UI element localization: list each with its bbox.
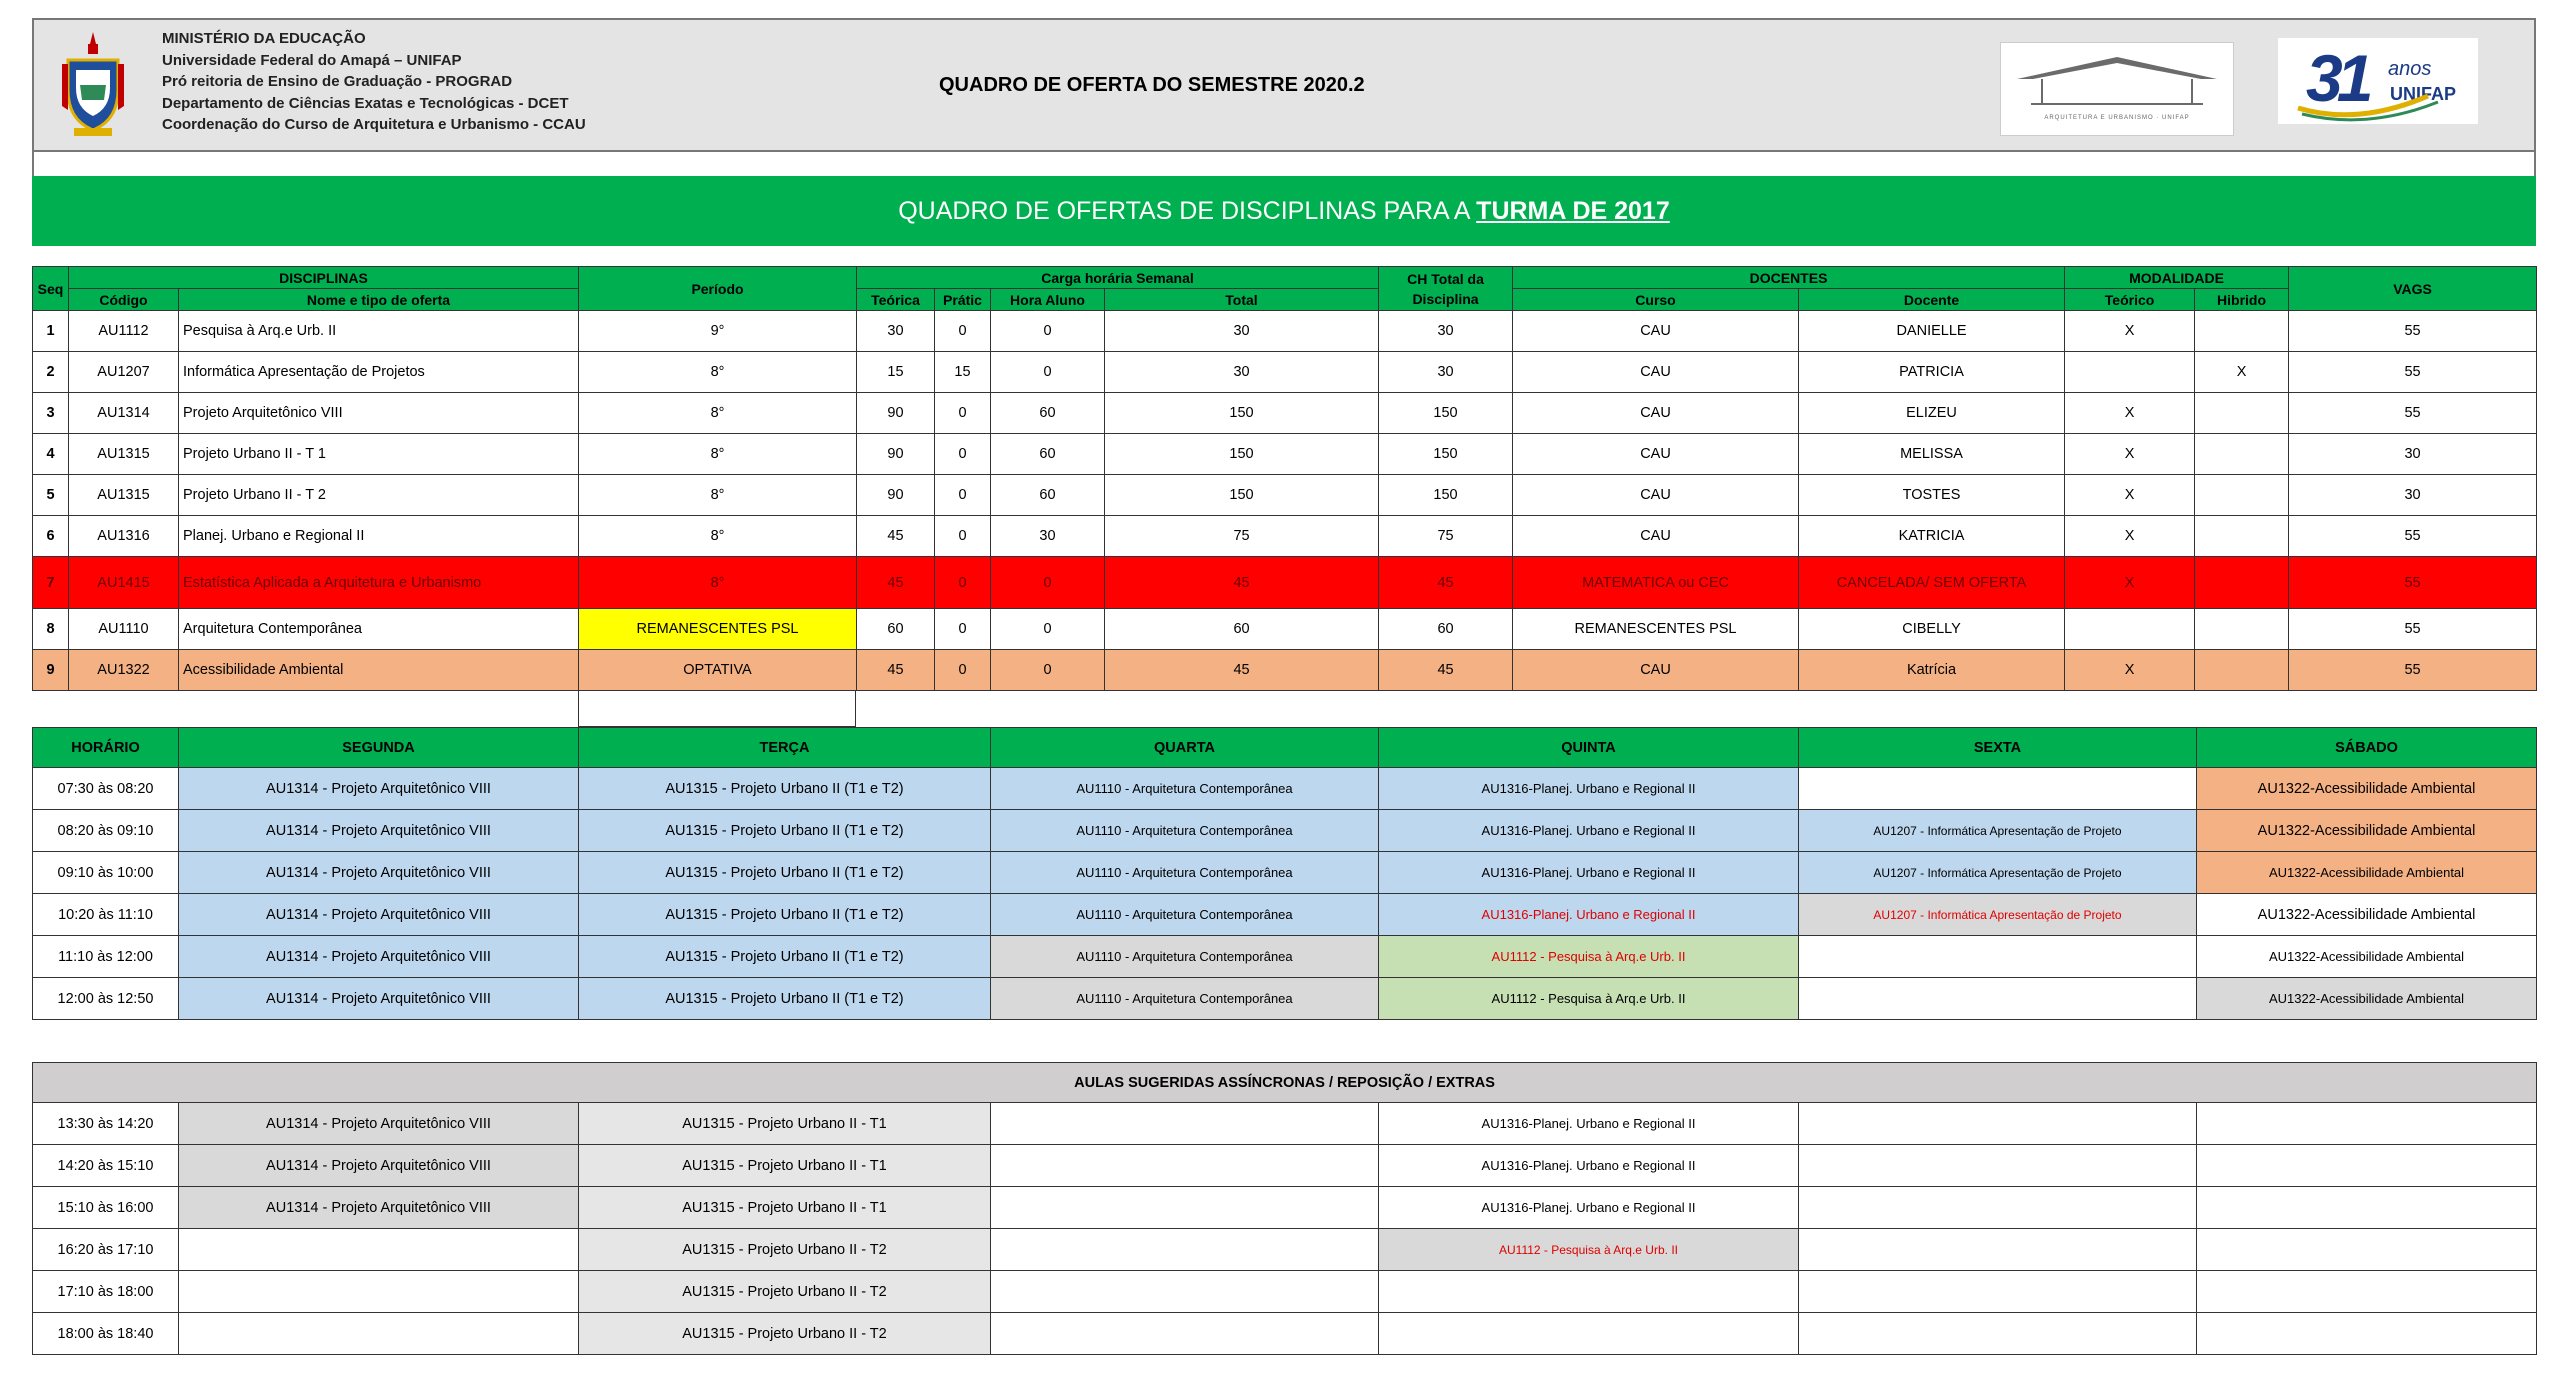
offer-cell-ch: 75: [1379, 516, 1513, 557]
offer-cell-doc: KATRICIA: [1799, 516, 2065, 557]
offer-cell-teo: 45: [857, 650, 935, 691]
schedule-cell: AU1112 - Pesquisa à Arq.e Urb. II: [1379, 936, 1799, 978]
schedule-cell: AU1110 - Arquitetura Contemporânea: [991, 810, 1379, 852]
time-slot: 10:20 às 11:10: [33, 894, 179, 936]
async-cell: AU1315 - Projeto Urbano II - T1: [579, 1103, 991, 1145]
schedule-cell: AU1110 - Arquitetura Contemporânea: [991, 768, 1379, 810]
offer-cell-teo: 60: [857, 609, 935, 650]
offer-cell-mh: X: [2195, 352, 2289, 393]
offer-row: [33, 557, 2537, 609]
async-cell: [991, 1229, 1379, 1271]
offer-cell-ha: 0: [991, 352, 1105, 393]
schedule-cell: AU1322-Acessibilidade Ambiental: [2197, 936, 2537, 978]
offer-cell-mt: [2065, 609, 2195, 650]
async-cell: AU1315 - Projeto Urbano II - T2: [579, 1313, 991, 1355]
offer-cell-ha: 60: [991, 434, 1105, 475]
schedule-row: [33, 978, 2537, 1020]
offer-cell-curso: CAU: [1513, 393, 1799, 434]
offer-cell-doc: CANCELADA/ SEM OFERTA: [1799, 557, 2065, 609]
async-cell: [1379, 1313, 1799, 1355]
time-slot: 16:20 às 17:10: [33, 1229, 179, 1271]
banner-prefix: QUADRO DE OFERTAS DE DISCIPLINAS PARA A: [898, 197, 1477, 225]
schedule-header-6: SÁBADO: [2197, 728, 2537, 768]
schedule-cell: AU1315 - Projeto Urbano II (T1 e T2): [579, 810, 991, 852]
schedule-cell: AU1322-Acessibilidade Ambiental: [2197, 810, 2537, 852]
async-table: [32, 1062, 2537, 1355]
offer-cell-ha: 60: [991, 475, 1105, 516]
offer-cell-mt: X: [2065, 475, 2195, 516]
offer-cell-per: OPTATIVA: [579, 650, 857, 691]
schedule-cell: AU1315 - Projeto Urbano II (T1 e T2): [579, 852, 991, 894]
offer-cell-ch: 30: [1379, 352, 1513, 393]
offer-cell-teo: 30: [857, 311, 935, 352]
offer-cell-teo: 45: [857, 557, 935, 609]
async-cell: [1799, 1187, 2197, 1229]
offer-cell-pra: 0: [935, 516, 991, 557]
offer-cell-ch: 150: [1379, 434, 1513, 475]
offer-cell-pra: 0: [935, 650, 991, 691]
col-hora-aluno: Hora Aluno: [991, 289, 1105, 311]
architecture-logo-caption: ARQUITETURA E URBANISMO · UNIFAP: [2044, 115, 2190, 121]
schedule-row: [33, 768, 2537, 810]
time-slot: 12:00 às 12:50: [33, 978, 179, 1020]
offer-cell-ha: 0: [991, 311, 1105, 352]
offer-cell-ch: 150: [1379, 393, 1513, 434]
schedule-header-0: HORÁRIO: [33, 728, 179, 768]
schedule-cell: AU1314 - Projeto Arquitetônico VIII: [179, 768, 579, 810]
offer-cell-tot: 30: [1105, 352, 1379, 393]
async-cell: [1799, 1313, 2197, 1355]
async-cell: AU1316-Planej. Urbano e Regional II: [1379, 1103, 1799, 1145]
schedule-header-5: SEXTA: [1799, 728, 2197, 768]
offer-cell-vags: 55: [2289, 516, 2537, 557]
col-modalidade: MODALIDADE: [2065, 267, 2289, 289]
schedule-cell: AU1315 - Projeto Urbano II (T1 e T2): [579, 768, 991, 810]
schedule-cell: AU1314 - Projeto Arquitetônico VIII: [179, 936, 579, 978]
offer-cell-doc: ELIZEU: [1799, 393, 2065, 434]
schedule-cell: AU1207 - Informática Apresentação de Projeto: [1799, 810, 2197, 852]
offer-cell-nome: Projeto Urbano II - T 1: [179, 434, 579, 475]
offer-cell-tot: 75: [1105, 516, 1379, 557]
offer-cell-mh: [2195, 311, 2289, 352]
institution-line: Universidade Federal do Amapá – UNIFAP: [162, 51, 462, 69]
offer-cell-cod: AU1315: [69, 434, 179, 475]
async-cell: [991, 1145, 1379, 1187]
offer-cell-seq: 6: [33, 516, 69, 557]
async-cell: [2197, 1271, 2537, 1313]
async-cell: AU1316-Planej. Urbano e Regional II: [1379, 1187, 1799, 1229]
col-carga: Carga horária Semanal: [857, 267, 1379, 289]
col-curso: Curso: [1513, 289, 1799, 311]
offer-cell-pra: 0: [935, 609, 991, 650]
offer-cell-doc: CIBELLY: [1799, 609, 2065, 650]
time-slot: 18:00 às 18:40: [33, 1313, 179, 1355]
offer-cell-mt: X: [2065, 434, 2195, 475]
offer-cell-doc: Katrícia: [1799, 650, 2065, 691]
offer-cell-per: 8°: [579, 434, 857, 475]
unifap-crest-icon: [58, 30, 128, 142]
schedule-cell: AU1316-Planej. Urbano e Regional II: [1379, 768, 1799, 810]
banner-turma: TURMA DE 2017: [1476, 197, 1670, 225]
schedule-row: [33, 852, 2537, 894]
schedule-cell: AU1322-Acessibilidade Ambiental: [2197, 978, 2537, 1020]
async-cell: [991, 1187, 1379, 1229]
offer-cell-mt: X: [2065, 650, 2195, 691]
async-cell: AU1315 - Projeto Urbano II - T2: [579, 1271, 991, 1313]
offer-cell-teo: 90: [857, 434, 935, 475]
offer-cell-curso: MATEMATICA ou CEC: [1513, 557, 1799, 609]
col-total: Total: [1105, 289, 1379, 311]
offer-cell-teo: 90: [857, 475, 935, 516]
offer-cell-per: 8°: [579, 516, 857, 557]
schedule-cell: AU1112 - Pesquisa à Arq.e Urb. II: [1379, 978, 1799, 1020]
offer-cell-pra: 0: [935, 434, 991, 475]
col-docentes: DOCENTES: [1513, 267, 2065, 289]
offer-cell-nome: Arquitetura Contemporânea: [179, 609, 579, 650]
offer-cell-curso: CAU: [1513, 650, 1799, 691]
offer-cell-cod: AU1207: [69, 352, 179, 393]
async-cell: [991, 1103, 1379, 1145]
schedule-cell: AU1110 - Arquitetura Contemporânea: [991, 852, 1379, 894]
schedule-header-1: SEGUNDA: [179, 728, 579, 768]
logo-word: anos: [2388, 58, 2432, 80]
time-slot: 13:30 às 14:20: [33, 1103, 179, 1145]
schedule-cell: AU1316-Planej. Urbano e Regional II: [1379, 810, 1799, 852]
offer-cell-teo: 45: [857, 516, 935, 557]
schedule-cell: AU1314 - Projeto Arquitetônico VIII: [179, 852, 579, 894]
offer-cell-tot: 150: [1105, 434, 1379, 475]
offer-row: [33, 609, 2537, 650]
offer-cell-seq: 2: [33, 352, 69, 393]
col-pratic: Prátic: [935, 289, 991, 311]
schedule-cell: AU1315 - Projeto Urbano II (T1 e T2): [579, 894, 991, 936]
offer-cell-cod: AU1316: [69, 516, 179, 557]
offer-table: [32, 266, 2537, 691]
offer-cell-pra: 0: [935, 393, 991, 434]
col-seq: Seq: [33, 267, 69, 311]
offer-cell-mh: [2195, 557, 2289, 609]
schedule-cell: AU1110 - Arquitetura Contemporânea: [991, 894, 1379, 936]
schedule-header-2: TERÇA: [579, 728, 991, 768]
logo-org: UNIFAP: [2390, 84, 2457, 104]
offer-cell-mh: [2195, 393, 2289, 434]
offer-cell-seq: 5: [33, 475, 69, 516]
async-cell: [179, 1229, 579, 1271]
schedule-cell: AU1315 - Projeto Urbano II (T1 e T2): [579, 936, 991, 978]
offer-cell-ch: 60: [1379, 609, 1513, 650]
offer-cell-curso: CAU: [1513, 311, 1799, 352]
offer-row: [33, 352, 2537, 393]
col-teorica: Teórica: [857, 289, 935, 311]
schedule-cell: AU1110 - Arquitetura Contemporânea: [991, 978, 1379, 1020]
offer-cell-cod: AU1112: [69, 311, 179, 352]
async-cell: [2197, 1229, 2537, 1271]
col-ch-total: [1379, 267, 1513, 311]
schedule-cell: [1799, 936, 2197, 978]
async-row: [33, 1313, 2537, 1355]
schedule-cell: [1799, 768, 2197, 810]
offer-cell-doc: TOSTES: [1799, 475, 2065, 516]
async-cell: [2197, 1103, 2537, 1145]
col-teorico: Teórico: [2065, 289, 2195, 311]
institution-line: Coordenação do Curso de Arquitetura e Urbanismo - CCAU: [162, 116, 586, 133]
async-cell: [1799, 1271, 2197, 1313]
logo-number: 31: [2306, 41, 2368, 115]
schedule-cell: AU1322-Acessibilidade Ambiental: [2197, 768, 2537, 810]
time-slot: 15:10 às 16:00: [33, 1187, 179, 1229]
col-docente: Docente: [1799, 289, 2065, 311]
offer-row: [33, 393, 2537, 434]
offer-cell-per: 8°: [579, 352, 857, 393]
schedule-row: [33, 810, 2537, 852]
unifap-31-anos-logo: [2278, 38, 2478, 124]
offer-cell-ha: 0: [991, 557, 1105, 609]
offer-cell-tot: 45: [1105, 650, 1379, 691]
architecture-logo: [2000, 42, 2234, 136]
schedule-cell: AU1316-Planej. Urbano e Regional II: [1379, 894, 1799, 936]
offer-cell-doc: DANIELLE: [1799, 311, 2065, 352]
offer-cell-tot: 150: [1105, 475, 1379, 516]
async-cell: [179, 1271, 579, 1313]
offer-cell-per: 8°: [579, 475, 857, 516]
offer-cell-seq: 7: [33, 557, 69, 609]
async-cell: AU1112 - Pesquisa à Arq.e Urb. II: [1379, 1229, 1799, 1271]
offer-cell-teo: 90: [857, 393, 935, 434]
offer-cell-nome: Informática Apresentação de Projetos: [179, 352, 579, 393]
col-codigo: Código: [69, 289, 179, 311]
async-cell: [991, 1313, 1379, 1355]
offer-cell-curso: REMANESCENTES PSL: [1513, 609, 1799, 650]
async-row: [33, 1103, 2537, 1145]
offer-cell-vags: 55: [2289, 352, 2537, 393]
schedule-table: [32, 727, 2537, 1020]
offer-cell-mt: X: [2065, 311, 2195, 352]
offer-cell-mh: [2195, 609, 2289, 650]
schedule-cell: [1799, 978, 2197, 1020]
offer-cell-curso: CAU: [1513, 516, 1799, 557]
offer-cell-nome: Acessibilidade Ambiental: [179, 650, 579, 691]
ch-total-line1: CH Total da: [1407, 270, 1484, 287]
schedule-cell: AU1314 - Projeto Arquitetônico VIII: [179, 978, 579, 1020]
offer-cell-per: 8°: [579, 393, 857, 434]
offer-cell-pra: 0: [935, 557, 991, 609]
async-cell: AU1314 - Projeto Arquitetônico VIII: [179, 1145, 579, 1187]
schedule-cell: AU1322-Acessibilidade Ambiental: [2197, 894, 2537, 936]
time-slot: 09:10 às 10:00: [33, 852, 179, 894]
offer-cell-seq: 1: [33, 311, 69, 352]
async-cell: AU1315 - Projeto Urbano II - T1: [579, 1145, 991, 1187]
schedule-cell: AU1207 - Informática Apresentação de Projeto: [1799, 894, 2197, 936]
offer-cell-cod: AU1315: [69, 475, 179, 516]
async-row: [33, 1145, 2537, 1187]
offer-cell-ha: 30: [991, 516, 1105, 557]
async-cell: [2197, 1313, 2537, 1355]
offer-cell-mh: [2195, 650, 2289, 691]
spacer-2: [32, 1020, 2536, 1062]
roof-logo-icon: [2001, 43, 2233, 135]
offer-row: [33, 650, 2537, 691]
schedule-cell: AU1322-Acessibilidade Ambiental: [2197, 852, 2537, 894]
spacer-row: [32, 691, 2536, 727]
async-cell: AU1315 - Projeto Urbano II - T1: [579, 1187, 991, 1229]
offer-cell-per: 9°: [579, 311, 857, 352]
offer-cell-mt: X: [2065, 393, 2195, 434]
offer-cell-doc: MELISSA: [1799, 434, 2065, 475]
offer-cell-curso: CAU: [1513, 475, 1799, 516]
offer-cell-mt: X: [2065, 516, 2195, 557]
offer-cell-curso: CAU: [1513, 352, 1799, 393]
document-title: QUADRO DE OFERTA DO SEMESTRE 2020.2: [939, 74, 1365, 96]
async-row: [33, 1229, 2537, 1271]
schedule-header-4: QUINTA: [1379, 728, 1799, 768]
logo-swoosh-icon: [2278, 38, 2478, 124]
async-cell: AU1315 - Projeto Urbano II - T2: [579, 1229, 991, 1271]
col-nome: Nome e tipo de oferta: [179, 289, 579, 311]
async-cell: AU1314 - Projeto Arquitetônico VIII: [179, 1103, 579, 1145]
async-cell: [1379, 1271, 1799, 1313]
async-cell: AU1316-Planej. Urbano e Regional II: [1379, 1145, 1799, 1187]
schedule-cell: AU1314 - Projeto Arquitetônico VIII: [179, 894, 579, 936]
institution-line: MINISTÉRIO DA EDUCAÇÃO: [162, 30, 366, 47]
schedule-row: [33, 936, 2537, 978]
offer-cell-per: REMANESCENTES PSL: [579, 609, 857, 650]
time-slot: 07:30 às 08:20: [33, 768, 179, 810]
offer-cell-vags: 30: [2289, 475, 2537, 516]
col-hibrido: Hibrido: [2195, 289, 2289, 311]
offer-cell-per: 8°: [579, 557, 857, 609]
offer-cell-vags: 55: [2289, 650, 2537, 691]
schedule-cell: AU1315 - Projeto Urbano II (T1 e T2): [579, 978, 991, 1020]
blank-row: [32, 152, 2536, 176]
async-cell: [1799, 1145, 2197, 1187]
offer-cell-nome: Estatística Aplicada a Arquitetura e Urbanismo: [179, 557, 579, 609]
offer-cell-mh: [2195, 516, 2289, 557]
offer-cell-mh: [2195, 434, 2289, 475]
schedule-row: [33, 894, 2537, 936]
offer-cell-cod: AU1322: [69, 650, 179, 691]
schedule-header-3: QUARTA: [991, 728, 1379, 768]
offer-cell-vags: 55: [2289, 311, 2537, 352]
offer-cell-tot: 45: [1105, 557, 1379, 609]
schedule-cell: AU1314 - Projeto Arquitetônico VIII: [179, 810, 579, 852]
offer-cell-tot: 150: [1105, 393, 1379, 434]
async-cell: [1799, 1229, 2197, 1271]
async-row: [33, 1187, 2537, 1229]
offer-cell-cod: AU1110: [69, 609, 179, 650]
document-header: [32, 18, 2536, 152]
offer-cell-doc: PATRICIA: [1799, 352, 2065, 393]
spreadsheet-sheet: [32, 18, 2536, 1355]
offer-cell-tot: 30: [1105, 311, 1379, 352]
schedule-cell: AU1316-Planej. Urbano e Regional II: [1379, 852, 1799, 894]
offer-cell-ch: 45: [1379, 557, 1513, 609]
offer-cell-pra: 15: [935, 352, 991, 393]
time-slot: 17:10 às 18:00: [33, 1271, 179, 1313]
institution-lines: [162, 28, 586, 136]
ch-total-line2: Disciplina: [1412, 290, 1479, 307]
async-cell: [179, 1313, 579, 1355]
offer-cell-nome: Projeto Urbano II - T 2: [179, 475, 579, 516]
async-row: [33, 1271, 2537, 1313]
offer-cell-ch: 45: [1379, 650, 1513, 691]
async-cell: [1799, 1103, 2197, 1145]
offer-cell-nome: Planej. Urbano e Regional II: [179, 516, 579, 557]
offer-cell-vags: 55: [2289, 557, 2537, 609]
schedule-cell: AU1207 - Informática Apresentação de Projeto: [1799, 852, 2197, 894]
offer-row: [33, 311, 2537, 352]
offer-cell-teo: 15: [857, 352, 935, 393]
async-cell: [2197, 1145, 2537, 1187]
offer-cell-seq: 9: [33, 650, 69, 691]
offer-cell-nome: Projeto Arquitetônico VIII: [179, 393, 579, 434]
offer-cell-seq: 3: [33, 393, 69, 434]
col-disciplinas: DISCIPLINAS: [69, 267, 579, 289]
offer-cell-seq: 8: [33, 609, 69, 650]
offer-cell-pra: 0: [935, 311, 991, 352]
offer-cell-nome: Pesquisa à Arq.e Urb. II: [179, 311, 579, 352]
offer-cell-tot: 60: [1105, 609, 1379, 650]
col-periodo: Período: [579, 267, 857, 311]
time-slot: 08:20 às 09:10: [33, 810, 179, 852]
offer-cell-ch: 150: [1379, 475, 1513, 516]
offer-cell-mt: X: [2065, 557, 2195, 609]
offer-cell-ha: 0: [991, 650, 1105, 691]
async-cell: [991, 1271, 1379, 1313]
turma-banner: [32, 176, 2536, 246]
offer-cell-curso: CAU: [1513, 434, 1799, 475]
time-slot: 14:20 às 15:10: [33, 1145, 179, 1187]
offer-cell-cod: AU1415: [69, 557, 179, 609]
async-title: AULAS SUGERIDAS ASSÍNCRONAS / REPOSIÇÃO / EXTRAS: [33, 1063, 2537, 1103]
offer-cell-vags: 55: [2289, 393, 2537, 434]
offer-row: [33, 475, 2537, 516]
time-slot: 11:10 às 12:00: [33, 936, 179, 978]
offer-cell-seq: 4: [33, 434, 69, 475]
offer-cell-ch: 30: [1379, 311, 1513, 352]
offer-cell-mh: [2195, 475, 2289, 516]
offer-row: [33, 434, 2537, 475]
offer-cell-vags: 55: [2289, 609, 2537, 650]
offer-cell-ha: 60: [991, 393, 1105, 434]
institution-line: Departamento de Ciências Exatas e Tecnológicas - DCET: [162, 94, 569, 112]
offer-cell-cod: AU1314: [69, 393, 179, 434]
offer-row: [33, 516, 2537, 557]
async-cell: AU1314 - Projeto Arquitetônico VIII: [179, 1187, 579, 1229]
offer-cell-vags: 30: [2289, 434, 2537, 475]
offer-cell-ha: 0: [991, 609, 1105, 650]
async-cell: [2197, 1187, 2537, 1229]
institution-line: Pró reitoria de Ensino de Graduação - PROGRAD: [162, 73, 513, 90]
offer-cell-pra: 0: [935, 475, 991, 516]
offer-cell-mt: [2065, 352, 2195, 393]
schedule-cell: AU1110 - Arquitetura Contemporânea: [991, 936, 1379, 978]
col-vags: VAGS: [2289, 267, 2537, 311]
